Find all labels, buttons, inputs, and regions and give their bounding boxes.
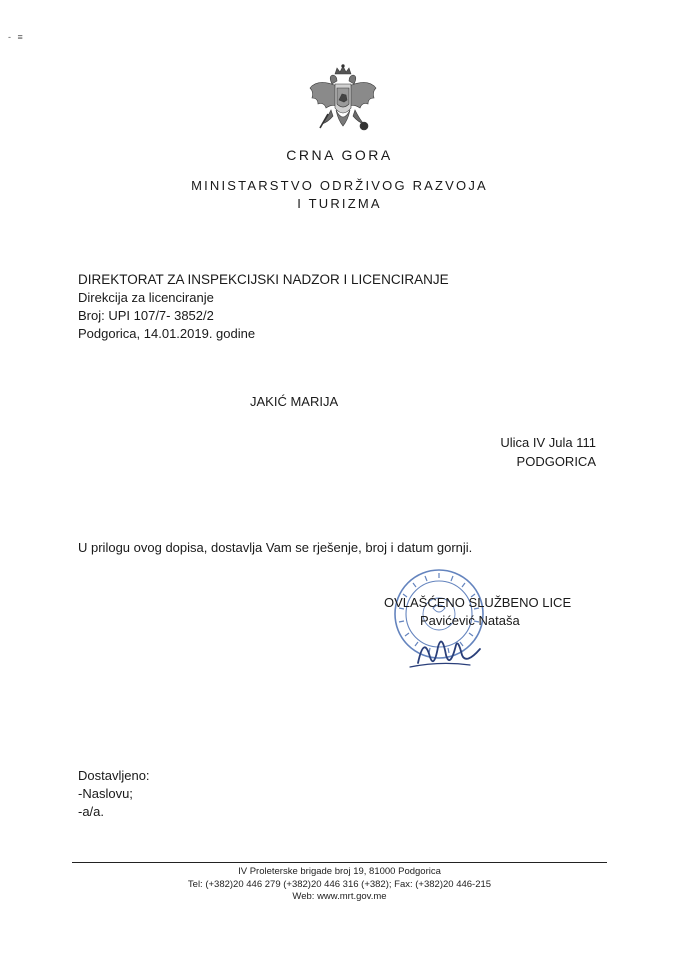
direction-name: Direkcija za licenciranje [78, 290, 214, 305]
place-date: Podgorica, 14.01.2019. godine [78, 326, 256, 341]
ministry-line-1: MINISTARSTVO ODRŽIVOG RAZVOJA [191, 178, 488, 193]
handwritten-signature-icon [400, 625, 495, 675]
body-text: U prilogu ovog dopisa, dostavlja Vam se rješenje, broj i datum gornji. [78, 540, 473, 555]
recipient-address [500, 433, 596, 471]
footer-divider [72, 862, 607, 863]
signatory-name: Pavićević Nataša [420, 613, 520, 628]
ministry-title [0, 177, 679, 213]
delivered-label: Dostavljeno: [78, 768, 150, 783]
document-number: Broj: UPI 107/7- 3852/2 [78, 308, 214, 323]
recipient-city: PODGORICA [516, 454, 596, 469]
signatory-block [384, 594, 571, 630]
delivered-list [78, 767, 150, 821]
recipient-street: Ulica IV Jula 111 [500, 435, 596, 450]
recipient-name: JAKIĆ MARIJA [250, 394, 339, 409]
footer-web: Web: www.mrt.gov.me [292, 891, 387, 902]
delivered-item: -Naslovu; [78, 786, 133, 801]
delivered-item: -a/a. [78, 804, 105, 819]
directorate-name: DIREKTORAT ZA INSPEKCIJSKI NADZOR I LICENCIRANJE [78, 272, 449, 287]
corner-mark: - ≡ [8, 32, 25, 42]
footer-phones: Tel: (+382)20 446 279 (+382)20 446 316 (+382); Fax: (+382)20 446-215 [187, 878, 492, 890]
signatory-title: OVLAŠĆENO SLUŽBENO LICE [384, 595, 572, 610]
coat-of-arms-icon [306, 64, 380, 144]
footer-address: IV Proleterske brigade broj 19, 81000 Podgorica [238, 866, 441, 877]
ministry-line-2: I TURIZMA [297, 196, 382, 211]
country-title: CRNA GORA [286, 147, 393, 163]
document-header [78, 271, 449, 343]
footer [72, 866, 607, 904]
